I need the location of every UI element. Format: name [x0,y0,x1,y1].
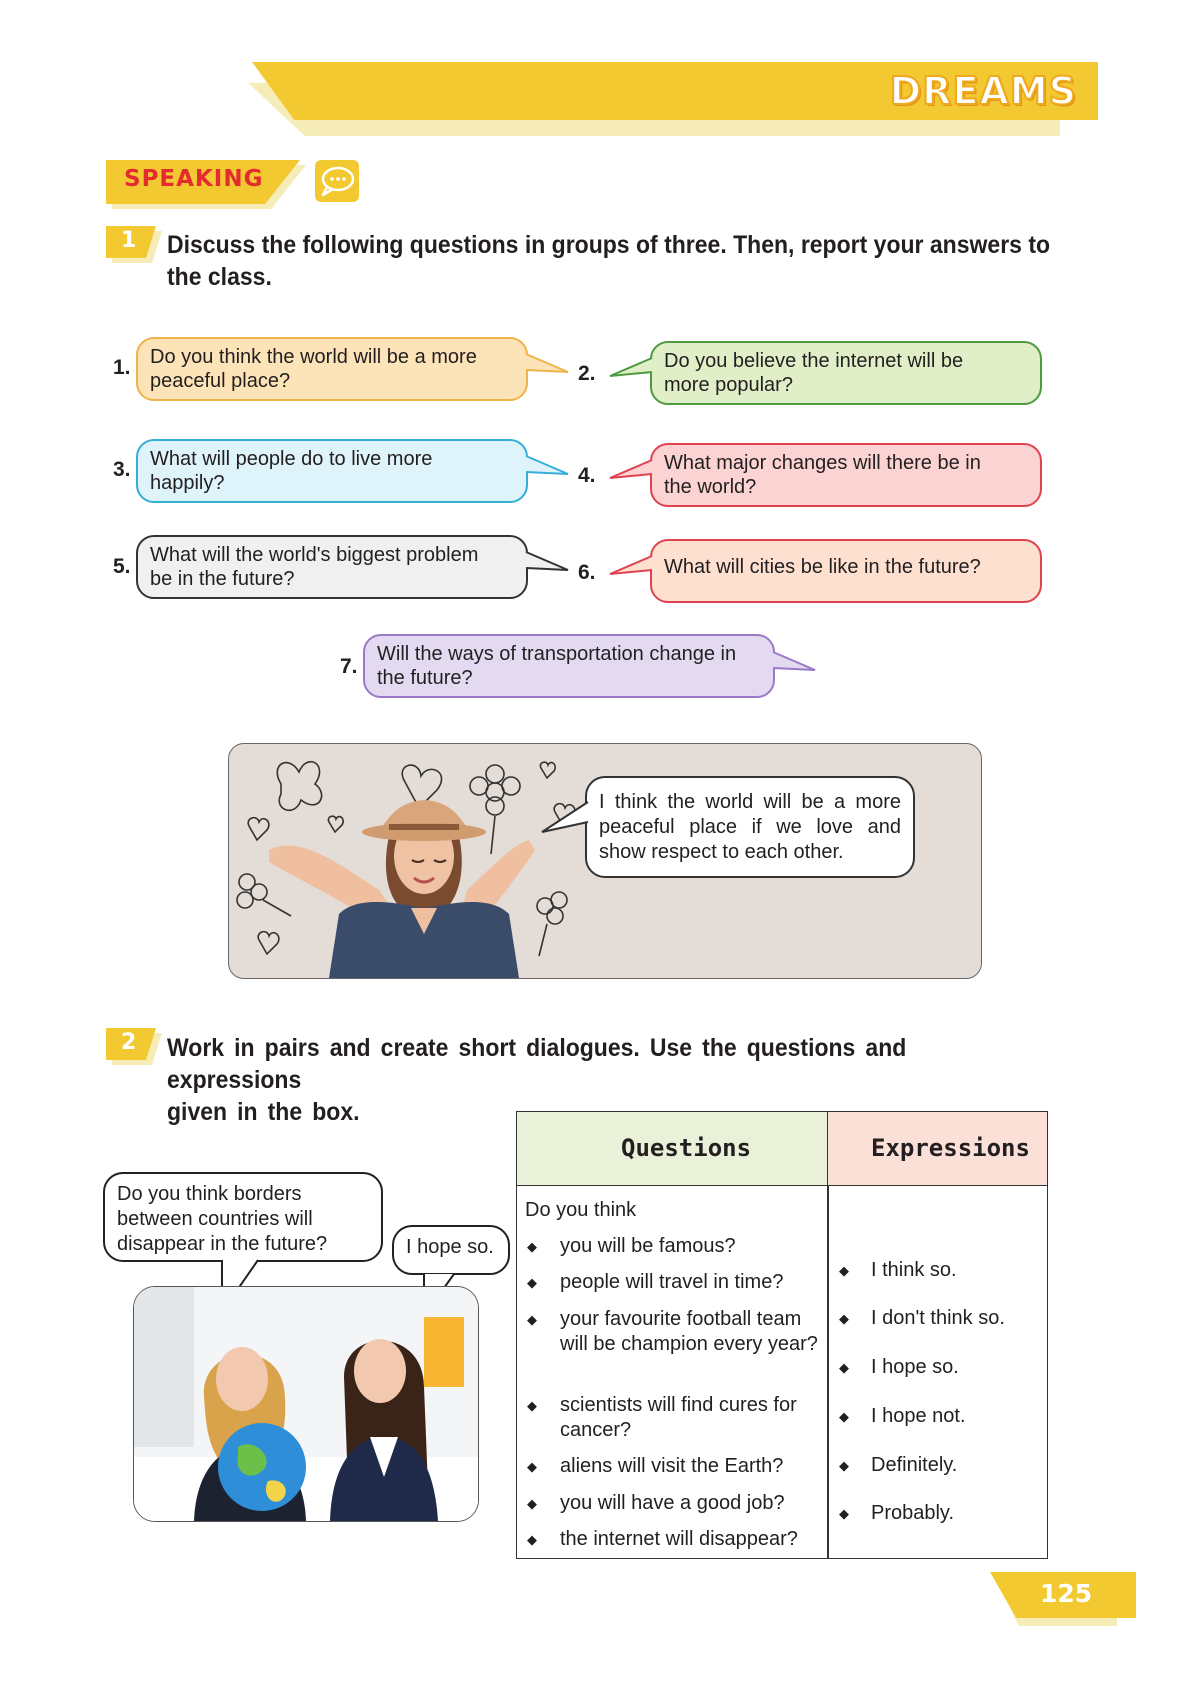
question-number: 2. [578,362,596,385]
bullet-icon: ◆ [527,1532,537,1547]
bubble-tail [524,548,570,578]
exercise-number: 2 [121,1030,137,1055]
question-bubble: Do you think the world will be a more peaceful place? [136,337,528,401]
bubble-tail [524,452,570,482]
question-bubble: Do you believe the internet will be more popular? [650,341,1042,405]
bubble-tail [608,458,654,484]
question-item: you will be famous? [560,1235,736,1257]
bullet-icon: ◆ [839,1506,849,1521]
question-bubble: What major changes will there be in the world? [650,443,1042,507]
question-bubble: What will cities be like in the future? [650,539,1042,603]
question-item: your favourite football team will be champion every year? [560,1308,818,1355]
bullet-icon: ◆ [839,1311,849,1326]
unit-title: DREAMS [889,69,1077,113]
bullet-icon: ◆ [527,1398,537,1413]
questions-header: Questions [621,1134,752,1162]
dialogue-answer-bubble: I hope so. [392,1225,510,1275]
expression-item: Definitely. [871,1454,958,1476]
expressions-header: Expressions [871,1134,1030,1162]
bullet-icon: ◆ [839,1458,849,1473]
bubble-tail [524,350,570,380]
bubble-tail [608,554,654,580]
page-number: 125 [1040,1579,1093,1608]
bullet-icon: ◆ [527,1239,537,1254]
speech-bubble-icon [315,160,359,202]
exercise-instruction: Work in pairs and create short dialogues. Use the questions and expressions given in the box. [167,1034,907,1126]
questions-expressions-table [516,1111,1048,1559]
question-number: 6. [578,561,596,584]
question-item: people will travel in time? [560,1271,784,1293]
question-bubble: Will the ways of transportation change in the future? [363,634,775,698]
bullet-icon: ◆ [839,1409,849,1424]
example-speech-bubble: I think the world will be a more peaceful place if we love and show respect to each other. [585,776,915,878]
exercise-number: 1 [121,228,137,253]
question-item: you will have a good job? [560,1492,785,1514]
bullet-icon: ◆ [527,1459,537,1474]
question-bubble: What will people do to live more happily? [136,439,528,503]
question-item: scientists will find cures for cancer? [560,1394,797,1441]
expression-item: I don't think so. [871,1307,1005,1329]
question-number: 3. [113,458,131,481]
question-number: 5. [113,555,131,578]
question-number: 4. [578,464,596,487]
bullet-icon: ◆ [527,1275,537,1290]
bullet-icon: ◆ [527,1312,537,1327]
expression-item: I think so. [871,1259,957,1281]
expression-item: I hope so. [871,1356,959,1378]
bullet-icon: ◆ [527,1496,537,1511]
dialogue-question-bubble: Do you think borders between countries will disappear in the future? [103,1172,383,1262]
question-number: 1. [113,356,131,379]
section-label: SPEAKING [124,166,264,192]
question-number: 7. [340,655,358,678]
expression-item: Probably. [871,1502,955,1524]
exercise-instruction: Discuss the following questions in groups of three. Then, report your answers to the class. [167,231,1051,291]
question-bubble: What will the world's biggest problem be in the future? [136,535,528,599]
question-item: the internet will disappear? [560,1528,798,1550]
speech-bubble-tail [540,800,590,836]
bubble-tail [608,356,654,382]
expression-item: I hope not. [871,1405,966,1427]
bullet-icon: ◆ [839,1360,849,1375]
bubble-tail [771,648,817,678]
table-divider [827,1185,829,1558]
bullet-icon: ◆ [839,1263,849,1278]
question-item: aliens will visit the Earth? [560,1455,784,1477]
girls-with-globe-photo [133,1286,479,1522]
questions-intro: Do you think [525,1199,637,1221]
